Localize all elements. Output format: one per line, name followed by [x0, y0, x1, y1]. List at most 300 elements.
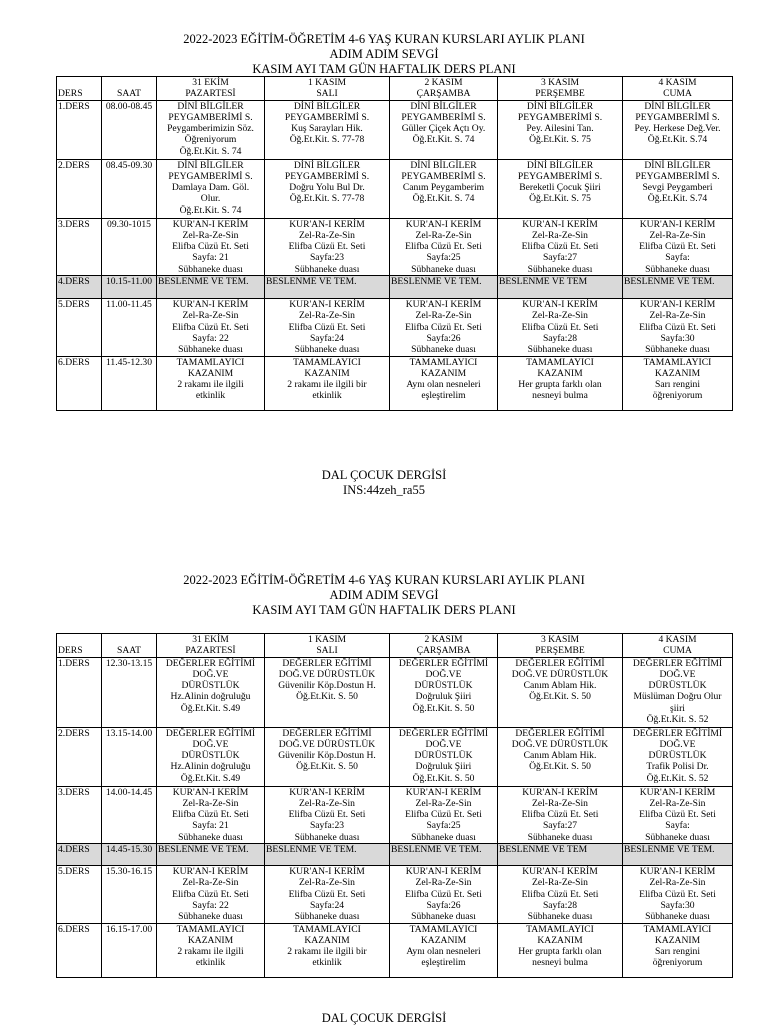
lesson-text: Öğreniyorum [184, 134, 237, 146]
lesson-text: 2 rakamı ile ilgili [177, 379, 244, 391]
lesson-cell [623, 356, 733, 410]
plan-title: 2022-2023 EĞİTİM-ÖĞRETİM 4-6 YAŞ KURAN KURSLARI AYLIK PLANI [183, 573, 585, 587]
day-name: PERŞEMBE [535, 88, 585, 100]
lesson-text: DÜRÜSTLÜK [414, 750, 473, 762]
lesson-text: Öğ.Et.Kit. S. 75 [529, 134, 591, 146]
lesson-text: Öğ.Et.Kit. S. 52 [646, 714, 709, 726]
lesson-text: DEĞERLER EĞİTİMİ [165, 657, 256, 669]
lesson-text: KAZANIM [187, 367, 234, 379]
lesson-text: Öğ.Et.Kit. S. 74 [412, 134, 475, 146]
lesson-text: DİNİ BİLGİLER [177, 159, 244, 171]
lesson-text: KUR'AN-I KERİM [405, 786, 482, 798]
lesson-text: Zel-Ra-Ze-Sin [649, 310, 706, 322]
lesson-text: Elifba Cüzü Et. Seti [172, 809, 249, 821]
lesson-text: Elifba Cüzü Et. Seti [288, 321, 366, 333]
header-day [623, 634, 733, 658]
magazine-name: DAL ÇOCUK DERGİSİ [321, 1011, 447, 1025]
lesson-text: Güvenilir Köp.Dostun H. [278, 680, 376, 692]
plan2-header [0, 573, 768, 618]
lesson-cell [265, 727, 390, 786]
lesson-text: Zel-Ra-Ze-Sin [649, 797, 706, 809]
lesson-cell [498, 727, 623, 786]
lesson-text: DİNİ BİLGİLER [410, 159, 477, 171]
lesson-text: Öğ.Et.Kit. S.74 [647, 193, 708, 205]
lesson-cell [390, 923, 498, 977]
lesson-number: 3.DERS [57, 786, 102, 843]
header-ders: DERS [57, 634, 102, 658]
lesson-text: Her grupta farklı olan [518, 946, 602, 958]
lesson-text: Sevgi Peygamberi [642, 182, 713, 194]
lesson-number: 4.DERS [57, 276, 102, 299]
lesson-time: 14.00-14.45 [102, 786, 157, 843]
lesson-text: KAZANIM [654, 934, 701, 946]
lesson-text: DİNİ BİLGİLER [177, 100, 244, 112]
lesson-text: DİNİ BİLGİLER [644, 159, 711, 171]
lesson-text: Elifba Cüzü Et. Seti [172, 241, 249, 253]
lesson-text: TAMAMLAYICI [293, 923, 361, 935]
lesson-text: KUR'AN-I KERİM [639, 866, 716, 878]
lesson-text: KUR'AN-I KERİM [522, 218, 598, 230]
lesson-cell [265, 299, 390, 356]
lesson-cell [390, 100, 498, 159]
lesson-text: Sayfa:26 [426, 899, 461, 911]
lesson-cell [623, 159, 733, 218]
lesson-cell [157, 844, 265, 866]
lesson-text: Elifba Cüzü Et. Seti [639, 809, 716, 821]
lesson-text: DÜRÜSTLÜK [414, 680, 473, 692]
lesson-text: Elifba Cüzü Et. Seti [521, 241, 599, 253]
lesson-text: Pey. Ailesini Tan. [526, 123, 594, 135]
lesson-text: Sübhaneke duası [294, 344, 360, 356]
lesson-text: Sayfa:24 [309, 899, 345, 911]
header-saat: SAAT [102, 634, 157, 658]
lesson-cell [623, 786, 733, 843]
lesson-text: DİNİ BİLGİLER [293, 100, 361, 112]
lesson-time: 12.30-13.15 [102, 657, 157, 727]
lesson-text: Sübhaneke duası [411, 911, 476, 923]
lesson-text: KUR'AN-I KERİM [522, 786, 598, 798]
header-day [390, 634, 498, 658]
lesson-text: Sübhaneke duası [294, 831, 360, 843]
lesson-cell [498, 356, 623, 410]
instagram-handle: INS:44zeh_ra55 [343, 483, 425, 497]
lesson-text: Sayfa: 21 [192, 820, 229, 832]
day-date: 1 KASIM [307, 634, 347, 645]
lesson-text: BESLENME VE TEM. [266, 844, 357, 856]
lesson-text: Öğ.Et.Kit. S.74 [647, 134, 708, 146]
lesson-cell [390, 276, 498, 299]
lesson-number: 2.DERS [57, 159, 102, 218]
lesson-number: 2.DERS [57, 727, 102, 786]
lesson-time: 08.45-09.30 [102, 159, 157, 218]
lesson-text: BESLENME VE TEM. [266, 276, 357, 288]
lesson-text: Zel-Ra-Ze-Sin [182, 797, 239, 809]
lesson-cell [498, 100, 623, 159]
lesson-text: eşleştirelim [421, 957, 466, 969]
lesson-text: BESLENME VE TEM. [391, 844, 482, 856]
plan-heading: KASIM AYI TAM GÜN HAFTALIK DERS PLANI [252, 603, 516, 617]
lesson-text: Bereketli Çocuk Şiiri [519, 182, 601, 194]
lesson-row [57, 923, 733, 977]
lesson-text: etkinlik [195, 390, 226, 402]
lesson-text: Sübhaneke duası [411, 263, 476, 275]
lesson-text: Sayfa:27 [542, 252, 578, 264]
lesson-text: Öğ.Et.Kit. S. 50 [529, 691, 591, 703]
magazine-name: DAL ÇOCUK DERGİSİ [321, 468, 447, 482]
lesson-text: Sayfa:24 [309, 332, 345, 344]
lesson-text: Öğ.Et.Kit. S. 74 [179, 145, 242, 157]
lesson-number: 4.DERS [57, 844, 102, 866]
lesson-time: 08.00-08.45 [102, 100, 157, 159]
lesson-text: Canım Peygamberim [402, 182, 485, 194]
lesson-text: DEĞERLER EĞİTİMİ [398, 657, 489, 669]
lesson-text: Sübhaneke duası [645, 344, 710, 356]
lesson-text: Canım Ablam Hik. [523, 750, 597, 762]
lesson-cell [157, 923, 265, 977]
lesson-text: KAZANIM [187, 934, 234, 946]
lesson-text: PEYGAMBERİMİ S. [517, 170, 603, 182]
lesson-cell [623, 866, 733, 923]
lesson-text: DEĞERLER EĞİTİMİ [282, 657, 372, 669]
day-name: SALI [316, 88, 338, 100]
lesson-text: KUR'AN-I KERİM [289, 866, 365, 878]
plan1-table [56, 76, 733, 411]
lesson-text: Sübhaneke duası [178, 263, 243, 275]
lesson-cell [498, 159, 623, 218]
lesson-text: Sübhaneke duası [294, 911, 360, 923]
lesson-cell [390, 657, 498, 727]
lesson-text: Zel-Ra-Ze-Sin [182, 877, 239, 889]
lesson-text: Sübhaneke duası [178, 831, 243, 843]
lesson-text: Elifba Cüzü Et. Seti [405, 888, 482, 900]
lesson-cell [623, 218, 733, 275]
lesson-text: Elifba Cüzü Et. Seti [521, 888, 599, 900]
day-name: PAZARTESİ [185, 88, 236, 100]
lesson-text: Sübhaneke duası [411, 831, 476, 843]
lesson-text: Öğ.Et.Kit. S. 74 [179, 204, 242, 216]
lesson-text: Elifba Cüzü Et. Seti [639, 241, 716, 253]
header-row [57, 634, 733, 658]
lesson-text: Sübhaneke duası [645, 831, 710, 843]
lesson-cell [265, 923, 390, 977]
day-name: PERŞEMBE [535, 645, 585, 657]
lesson-text: Sayfa: 22 [192, 899, 229, 911]
lesson-text: Sübhaneke duası [645, 911, 710, 923]
lesson-cell [623, 844, 733, 866]
header-saat: SAAT [102, 77, 157, 101]
lesson-text: Doğru Yolu Bul Dr. [289, 182, 365, 194]
lesson-text: Zel-Ra-Ze-Sin [299, 877, 355, 889]
lesson-text: KUR'AN-I KERİM [522, 299, 598, 311]
lesson-text: Elifba Cüzü Et. Seti [288, 888, 366, 900]
lesson-text: Zel-Ra-Ze-Sin [415, 797, 472, 809]
header-day [157, 634, 265, 658]
lesson-number: 1.DERS [57, 657, 102, 727]
lesson-text: Öğ.Et.Kit. S. 77-78 [289, 193, 365, 205]
day-date: 31 EKİM [192, 77, 229, 88]
lesson-cell [265, 786, 390, 843]
lesson-text: DÜRÜSTLÜK [181, 680, 240, 692]
header-day [265, 77, 390, 101]
lesson-row [57, 218, 733, 275]
lesson-cell [623, 276, 733, 299]
header-day [498, 634, 623, 658]
lesson-text: Elifba Cüzü Et. Seti [288, 241, 366, 253]
lesson-text: KAZANIM [420, 934, 467, 946]
lesson-text: Zel-Ra-Ze-Sin [649, 229, 706, 241]
lesson-text: DÜRÜSTLÜK [181, 750, 240, 762]
lesson-cell [265, 100, 390, 159]
lesson-text: TAMAMLAYICI [293, 356, 361, 368]
lesson-text: KUR'AN-I KERİM [639, 299, 716, 311]
lesson-number: 6.DERS [57, 356, 102, 410]
lesson-time: 11.45-12.30 [102, 356, 157, 410]
lesson-number: 6.DERS [57, 923, 102, 977]
lesson-text: TAMAMLAYICI [643, 923, 712, 935]
lesson-cell [498, 276, 623, 299]
lesson-text: DOĞ.VE DÜRÜSTLÜK [511, 668, 609, 680]
lesson-text: DİNİ BİLGİLER [526, 100, 594, 112]
lesson-text: PEYGAMBERİMİ S. [635, 111, 720, 123]
lesson-text: DEĞERLER EĞİTİMİ [398, 727, 489, 739]
lesson-text: Öğ.Et.Kit. S. 50 [296, 761, 358, 773]
lesson-text: etkinlik [312, 390, 342, 402]
lesson-text: Elifba Cüzü Et. Seti [405, 321, 482, 333]
lesson-text: Damlaya Dam. Göl. [171, 182, 250, 194]
plan-subtitle: ADIM ADIM SEVGİ [329, 588, 439, 602]
lesson-text: Elifba Cüzü Et. Seti [639, 888, 716, 900]
day-date: 3 KASIM [540, 77, 580, 88]
day-date: 1 KASIM [307, 77, 347, 88]
lesson-text: PEYGAMBERİMİ S. [168, 170, 253, 182]
lesson-text: PEYGAMBERİMİ S. [168, 111, 253, 123]
lesson-cell [265, 276, 390, 299]
day-date: 3 KASIM [540, 634, 580, 645]
lesson-text: Zel-Ra-Ze-Sin [299, 797, 355, 809]
lesson-text: Sayfa: [665, 820, 690, 832]
lesson-text: Sarı rengini [654, 379, 701, 391]
lesson-text: PEYGAMBERİMİ S. [284, 111, 370, 123]
lesson-text: Sübhaneke duası [527, 911, 593, 923]
header-day [498, 77, 623, 101]
lesson-text: Hz.Alinin doğruluğu [170, 691, 251, 703]
lesson-text: Elifba Cüzü Et. Seti [405, 241, 482, 253]
header-day [390, 77, 498, 101]
lesson-text: KUR'AN-I KERİM [405, 866, 482, 878]
lesson-text: Öğ.Et.Kit. S. 50 [412, 702, 475, 714]
plan2-table [56, 633, 733, 978]
lesson-text: DİNİ BİLGİLER [644, 100, 711, 112]
plan-title: 2022-2023 EĞİTİM-ÖĞRETİM 4-6 YAŞ KURAN KURSLARI AYLIK PLANI [183, 32, 585, 46]
lesson-text: etkinlik [312, 957, 342, 969]
lesson-text: KUR'AN-I KERİM [172, 866, 249, 878]
lesson-text: Zel-Ra-Ze-Sin [182, 310, 239, 322]
lesson-text: KUR'AN-I KERİM [289, 299, 365, 311]
lesson-cell [623, 100, 733, 159]
header-ders: DERS [57, 77, 102, 101]
lesson-cell [390, 844, 498, 866]
lesson-time: 16.15-17.00 [102, 923, 157, 977]
lesson-text: Olur. [200, 193, 221, 205]
lesson-text: Öğ.Et.Kit. S. 50 [529, 761, 591, 773]
lesson-text: DOĞ.VE [659, 668, 696, 680]
lesson-text: DOĞ.VE DÜRÜSTLÜK [511, 738, 609, 750]
lesson-text: DİNİ BİLGİLER [410, 100, 477, 112]
lesson-text: BESLENME VE TEM. [624, 844, 715, 856]
lesson-text: Sübhaneke duası [527, 344, 593, 356]
lesson-text: Elifba Cüzü Et. Seti [288, 809, 366, 821]
lesson-text: 2 rakamı ile ilgili bir [287, 379, 367, 391]
lesson-number: 3.DERS [57, 218, 102, 275]
lesson-text: BESLENME VE TEM. [158, 276, 249, 288]
lesson-time: 15.30-16.15 [102, 866, 157, 923]
lesson-text: şiiri [670, 702, 685, 714]
lesson-text: KUR'AN-I KERİM [172, 786, 249, 798]
lesson-text: Hz.Alinin doğruluğu [170, 761, 251, 773]
lesson-text: KUR'AN-I KERİM [172, 299, 249, 311]
lesson-text: Elifba Cüzü Et. Seti [172, 888, 249, 900]
header-row [57, 77, 733, 101]
lesson-text: DÜRÜSTLÜK [648, 680, 707, 692]
lesson-text: Öğ.Et.Kit. S. 50 [412, 772, 475, 784]
lesson-text: Doğruluk Şiiri [415, 761, 472, 773]
lesson-text: Zel-Ra-Ze-Sin [532, 310, 588, 322]
lesson-text: BESLENME VE TEM. [624, 276, 715, 288]
lesson-text: DEĞERLER EĞİTİMİ [165, 727, 256, 739]
lesson-text: Sayfa: 22 [192, 332, 229, 344]
lesson-number: 5.DERS [57, 299, 102, 356]
lesson-text: DEĞERLER EĞİTİMİ [282, 727, 372, 739]
lesson-text: eşleştirelim [421, 390, 466, 402]
lesson-cell [498, 923, 623, 977]
day-date: 2 KASIM [424, 634, 463, 645]
footer1 [0, 468, 768, 498]
lesson-text: KAZANIM [537, 367, 583, 379]
lesson-text: Canım Ablam Hik. [523, 680, 597, 692]
lesson-text: Doğruluk Şiiri [415, 691, 472, 703]
header-day [623, 77, 733, 101]
lesson-text: Sayfa:30 [660, 899, 695, 911]
lesson-text: Zel-Ra-Ze-Sin [649, 877, 706, 889]
lesson-row [57, 786, 733, 843]
lesson-cell [390, 786, 498, 843]
lesson-text: Öğ.Et.Kit. S. 74 [412, 193, 475, 205]
lesson-text: Sayfa:28 [542, 899, 578, 911]
lesson-text: KAZANIM [537, 934, 583, 946]
break-row [57, 276, 733, 299]
day-date: 4 KASIM [658, 77, 697, 88]
lesson-cell [390, 159, 498, 218]
lesson-text: Elifba Cüzü Et. Seti [172, 321, 249, 333]
lesson-text: KAZANIM [654, 367, 701, 379]
lesson-cell [157, 159, 265, 218]
lesson-text: Trafik Polisi Dr. [646, 761, 709, 773]
lesson-text: Sayfa: 21 [192, 252, 229, 264]
lesson-text: Öğ.Et.Kit. S. 52 [646, 772, 709, 784]
lesson-cell [498, 218, 623, 275]
lesson-cell [157, 786, 265, 843]
lesson-text: Zel-Ra-Ze-Sin [299, 229, 355, 241]
lesson-cell [498, 299, 623, 356]
lesson-text: Sayfa:23 [309, 820, 345, 832]
lesson-cell [390, 299, 498, 356]
lesson-text: KUR'AN-I KERİM [172, 218, 249, 230]
lesson-text: Elifba Cüzü Et. Seti [405, 809, 482, 821]
lesson-text: Zel-Ra-Ze-Sin [415, 310, 472, 322]
lesson-text: TAMAMLAYICI [176, 923, 245, 935]
lesson-text: TAMAMLAYICI [526, 923, 594, 935]
lesson-cell [498, 657, 623, 727]
lesson-text: nesneyi bulma [532, 390, 588, 402]
lesson-text: Sayfa: [665, 252, 690, 264]
lesson-text: Peygamberimizin Söz. [167, 123, 254, 135]
lesson-text: Zel-Ra-Ze-Sin [532, 229, 588, 241]
lesson-text: KAZANIM [304, 934, 350, 946]
lesson-text: KUR'AN-I KERİM [639, 786, 716, 798]
lesson-number: 5.DERS [57, 866, 102, 923]
lesson-text: Öğ.Et.Kit. S. 75 [529, 193, 591, 205]
lesson-text: nesneyi bulma [532, 957, 588, 969]
lesson-cell [623, 657, 733, 727]
lesson-text: PEYGAMBERİMİ S. [284, 170, 370, 182]
header-day [157, 77, 265, 101]
lesson-number: 1.DERS [57, 100, 102, 159]
lesson-text: DEĞERLER EĞİTİMİ [632, 727, 723, 739]
lesson-cell [157, 356, 265, 410]
lesson-cell [623, 727, 733, 786]
lesson-text: Elifba Cüzü Et. Seti [639, 321, 716, 333]
lesson-cell [157, 657, 265, 727]
lesson-cell [498, 844, 623, 866]
lesson-time: 13.15-14.00 [102, 727, 157, 786]
lesson-text: PEYGAMBERİMİ S. [401, 111, 486, 123]
lesson-text: DOĞ.VE DÜRÜSTLÜK [278, 668, 376, 680]
lesson-text: BESLENME VE TEM [499, 844, 588, 856]
day-name: ÇARŞAMBA [416, 645, 471, 657]
lesson-row [57, 299, 733, 356]
lesson-row [57, 866, 733, 923]
lesson-text: TAMAMLAYICI [526, 356, 594, 368]
lesson-cell [390, 727, 498, 786]
lesson-text: KUR'AN-I KERİM [522, 866, 598, 878]
lesson-text: TAMAMLAYICI [643, 356, 712, 368]
lesson-row [57, 727, 733, 786]
lesson-text: Kuş Sarayları Hik. [291, 123, 363, 135]
lesson-cell [265, 218, 390, 275]
lesson-text: DOĞ.VE DÜRÜSTLÜK [278, 738, 376, 750]
lesson-text: PEYGAMBERİMİ S. [517, 111, 603, 123]
lesson-text: DÜRÜSTLÜK [648, 750, 707, 762]
lesson-text: DEĞERLER EĞİTİMİ [515, 657, 605, 669]
day-name: CUMA [663, 88, 692, 100]
lesson-cell [157, 100, 265, 159]
lesson-row [57, 100, 733, 159]
day-date: 2 KASIM [424, 77, 463, 88]
lesson-text: Sayfa:28 [542, 332, 578, 344]
lesson-text: DİNİ BİLGİLER [526, 159, 594, 171]
lesson-text: Zel-Ra-Ze-Sin [532, 797, 588, 809]
lesson-text: TAMAMLAYICI [409, 923, 478, 935]
lesson-text: KUR'AN-I KERİM [405, 299, 482, 311]
lesson-text: Öğ.Et.Kit. S. 50 [296, 691, 358, 703]
lesson-text: BESLENME VE TEM. [158, 844, 249, 856]
lesson-text: DEĞERLER EĞİTİMİ [632, 657, 723, 669]
lesson-cell [157, 276, 265, 299]
lesson-text: Sübhaneke duası [411, 344, 476, 356]
lesson-cell [265, 356, 390, 410]
day-name: ÇARŞAMBA [416, 88, 471, 100]
lesson-text: öğreniyorum [652, 390, 703, 402]
